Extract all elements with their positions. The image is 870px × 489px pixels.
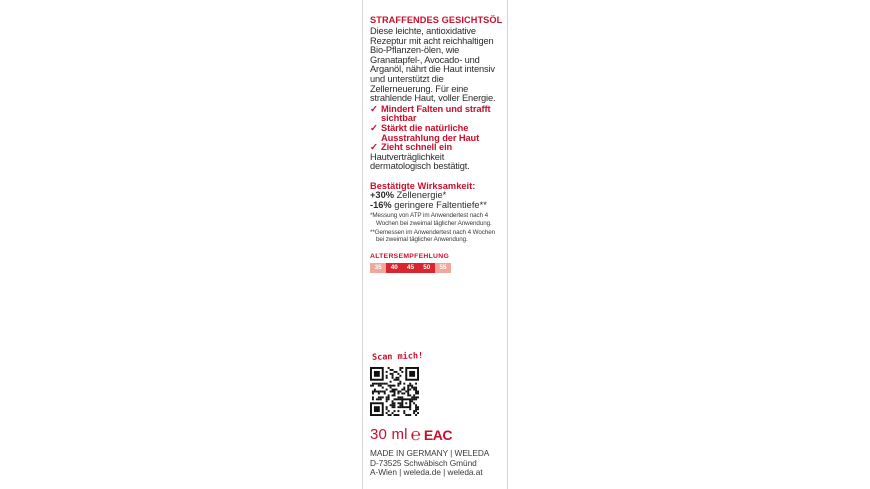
benefit-list <box>370 105 504 153</box>
efficacy-heading: Bestätigte Wirksamkeit: <box>370 180 476 191</box>
age-cell-40: 40 <box>386 263 402 273</box>
age-cell-45: 45 <box>402 263 418 273</box>
checkmark-icon: ✓ <box>370 122 378 133</box>
efficacy-item: -16% geringere Faltentiefe** <box>370 199 487 210</box>
product-info <box>370 15 504 273</box>
address-line: D-73525 Schwäbisch Gmünd <box>370 457 477 468</box>
footnote: *Messung von ATP im Anwendertest nach 4 Wochen bei zweimal täglicher Anwendung. <box>370 212 492 227</box>
volume-text: 30 ml <box>370 426 408 443</box>
age-cell-55: 55 <box>435 263 451 273</box>
volume-label <box>370 426 452 444</box>
checkmark-icon: ✓ <box>370 142 378 153</box>
age-cell-50: 50 <box>419 263 435 273</box>
age-recommendation-scale <box>370 263 451 273</box>
dermatology-note: Hautverträglichkeit dermatologisch bestätigt. <box>370 151 470 172</box>
footnote: **Gemessen im Anwendertest nach 4 Wochen bei zweimal täglicher Anwendung. <box>370 228 496 244</box>
qr-code-icon[interactable] <box>370 367 419 416</box>
product-title: STRAFFENDES GESICHTSÖL <box>370 15 503 25</box>
benefit-item: ✓ Zieht schnell ein <box>370 142 453 153</box>
age-recommendation-label: ALTERSEMPFEHLUNG <box>370 252 450 260</box>
address-line: MADE IN GERMANY | WELEDA <box>370 448 490 458</box>
efficacy-item: +30% Zellenergie* <box>370 189 447 200</box>
product-description: Diese leichte, antioxidative Rezeptur mit acht reichhaltigen Bio-Pflanzen-ölen, wie Granatapfel-, Avocado- und Arganöl, nährt die Haut intensiv und unterstützt die Zellerneuerung. Für eine strahlende Haut, voller Energie. <box>370 26 496 104</box>
scan-caption: Scan mich! <box>371 351 424 363</box>
manufacturer-address <box>370 449 489 478</box>
address-line: A-Wien | weleda.de | weleda.at <box>370 467 483 478</box>
benefit-item: ✓ Stärkt die natürliche Ausstrahlung der Haut <box>370 122 480 143</box>
estimated-sign-icon: ℮ <box>410 425 421 444</box>
age-cell-35: 35 <box>370 263 386 273</box>
eac-mark-icon: EAC <box>423 427 452 443</box>
checkmark-icon: ✓ <box>370 103 378 114</box>
product-side-panel <box>362 0 508 489</box>
benefit-item: ✓ Mindert Falten und strafft sichtbar <box>370 103 491 124</box>
